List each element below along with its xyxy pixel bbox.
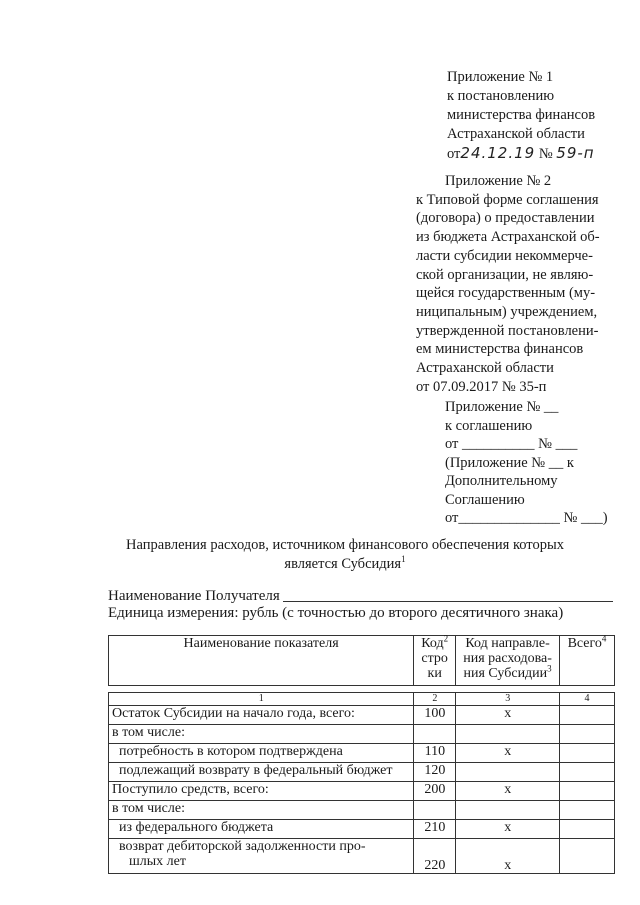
appendix-1-date-line [447, 144, 595, 164]
unit-line: Единица измерения: рубль (с точностью до второго десятичного знака) [108, 605, 564, 621]
title-footnote-mark: 1 [401, 554, 406, 565]
row-total [560, 763, 615, 782]
row-name-line: возврат дебиторской задолженности про- [119, 839, 366, 854]
row-name: Поступило средств, всего: [109, 782, 414, 801]
header-name: Наименование показателя [109, 636, 414, 686]
footnote-mark: 3 [547, 663, 552, 674]
table-header [108, 635, 615, 686]
appendix-2-line: Приложение № 2 [445, 173, 552, 189]
handwritten-number: 59-п [556, 144, 595, 162]
column-number-row [109, 693, 615, 706]
header-direction-text: ния расходова- [463, 651, 552, 666]
appendix-1-line: к постановлению [447, 88, 555, 104]
row-direction [456, 801, 560, 820]
appendix-2-line: ласти субсидии некоммерче- [416, 247, 593, 264]
appendix-3-line: Дополнительному [445, 473, 558, 489]
appendix-1-line: Приложение № 1 [447, 69, 554, 85]
row-total [560, 706, 615, 725]
header-direction-code [456, 636, 560, 686]
number-sign: № [538, 146, 553, 162]
column-number: 2 [414, 693, 456, 706]
row-direction: х [456, 839, 560, 874]
appendix-2-block [416, 172, 600, 396]
row-total [560, 839, 615, 874]
row-total [560, 725, 615, 744]
header-code-text: Код [421, 636, 444, 651]
row-code: 210 [414, 820, 456, 839]
row-total [560, 782, 615, 801]
header-code-text: стро [421, 651, 448, 666]
header-direction-text: ния Субсидии [463, 666, 548, 681]
appendix-2-line: от 07.09.2017 № 35-п [416, 378, 547, 395]
header-total-text: Всего [567, 636, 602, 651]
appendix-3-line: к соглашению [445, 417, 533, 434]
table-row [109, 839, 615, 874]
row-total [560, 801, 615, 820]
row-direction [456, 763, 560, 782]
table-row [109, 820, 615, 839]
table-row [109, 782, 615, 801]
appendix-2-line: ем министерства финансов [416, 341, 584, 358]
appendix-3-line: Соглашению [445, 491, 525, 508]
recipient-blank-line [283, 601, 613, 602]
table-row [109, 763, 615, 782]
appendix-2-line: из бюджета Астраханской об- [416, 229, 600, 246]
column-number: 3 [456, 693, 560, 706]
column-number: 1 [109, 693, 414, 706]
table-row [109, 744, 615, 763]
row-code: 100 [414, 706, 456, 725]
row-name: потребность в котором подтверждена [109, 744, 414, 763]
appendix-1-line: Астраханской области [447, 126, 585, 142]
row-name: в том числе: [109, 801, 414, 820]
appendix-2-line: ской организации, не являю- [416, 266, 594, 283]
column-number: 4 [560, 693, 615, 706]
row-direction: х [456, 706, 560, 725]
row-name-line: шлых лет [129, 854, 186, 869]
document-title [110, 536, 580, 574]
appendix-3-line: от __________ № ___ [445, 436, 578, 452]
row-name [109, 839, 414, 874]
row-code: 120 [414, 763, 456, 782]
indicators-table [108, 692, 615, 874]
row-name: из федерального бюджета [109, 820, 414, 839]
table-row [109, 706, 615, 725]
appendix-2-line: (договора) о предоставлении [416, 210, 595, 227]
footnote-mark: 4 [601, 633, 607, 644]
date-prefix: от [447, 146, 461, 162]
appendix-1-block [447, 68, 595, 164]
appendix-1-line: министерства финансов [447, 107, 596, 123]
table-row [109, 801, 615, 820]
row-direction: х [456, 782, 560, 801]
footnote-mark: 2 [443, 633, 449, 644]
row-direction: х [456, 820, 560, 839]
title-line-2 [110, 555, 580, 574]
row-name: Остаток Субсидии на начало года, всего: [109, 706, 414, 725]
appendix-3-line: (Приложение № __ к [445, 454, 574, 471]
header-direction-text: Код направле- [465, 636, 550, 651]
table-row [109, 725, 615, 744]
header-total [560, 633, 615, 686]
appendix-2-line: Астраханской области [416, 360, 554, 377]
row-name: в том числе: [109, 725, 414, 744]
appendix-3-block [445, 398, 608, 528]
row-code [414, 801, 456, 820]
appendix-2-line: ниципальным) учреждением, [416, 303, 598, 320]
appendix-2-line: щейся государственным (му- [416, 285, 596, 302]
appendix-3-line: Приложение № __ [445, 399, 559, 415]
appendix-3-line: от______________ № ___) [445, 510, 608, 526]
row-code [414, 725, 456, 744]
row-total [560, 820, 615, 839]
appendix-2-line: к Типовой форме соглашения [416, 191, 599, 208]
row-direction: х [456, 744, 560, 763]
row-code: 220 [414, 839, 456, 874]
recipient-label: Наименование Получателя [108, 588, 280, 604]
row-code: 110 [414, 744, 456, 763]
row-name: подлежащий возврату в федеральный бюджет [109, 763, 414, 782]
row-code: 200 [414, 782, 456, 801]
header-code [414, 633, 456, 686]
header-code-text: ки [427, 666, 442, 681]
title-line-2-text: является Субсидия [284, 556, 402, 572]
row-total [560, 744, 615, 763]
handwritten-date: 24.12.19 [460, 144, 536, 162]
title-line-1: Направления расходов, источником финансового обеспечения которых [126, 537, 564, 553]
appendix-2-line: утвержденной постановлени- [416, 322, 599, 339]
row-direction [456, 725, 560, 744]
